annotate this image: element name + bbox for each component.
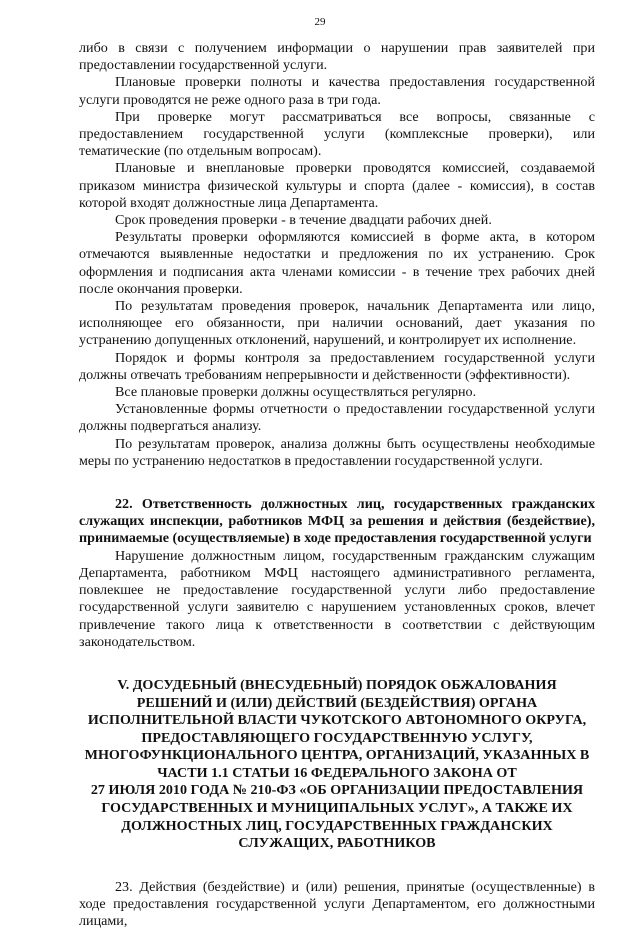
paragraph: либо в связи с получением информации о нарушении прав заявителей при предоставлении государственной услуги. <box>79 40 595 74</box>
paragraph: При проверке могут рассматриваться все вопросы, связанные с предоставлением государственной услуги (комплексные проверки), или тематические (по отдельным вопросам). <box>79 108 595 160</box>
chapter-title-line: ГОСУДАРСТВЕННЫХ И МУНИЦИПАЛЬНЫХ УСЛУГ», А ТАКЖЕ ИХ <box>101 800 573 817</box>
paragraph: По результатам проведения проверок, начальник Департамента или лицо, исполняющее его обязанности, при наличии оснований, дает указания по устранению допущенных отклонений, нарушений, и контролирует их исполнение. <box>79 298 595 349</box>
paragraph: Плановые проверки полноты и качества предоставления государственной услуги проводятся не реже одного раза в три года. <box>79 74 595 108</box>
paragraph: Установленные формы отчетности о предоставлении государственной услуги должны подвергаться анализу. <box>79 401 595 435</box>
chapter-title-line: ИСПОЛНИТЕЛЬНОЙ ВЛАСТИ ЧУКОТСКОГО АВТОНОМНОГО ОКРУГА, <box>87 712 587 729</box>
paragraph: По результатам проверок, анализа должны быть осуществлены необходимые меры по устранению недостатков в предоставлении государственной услуги. <box>79 435 595 469</box>
paragraph: Все плановые проверки должны осуществляться регулярно. <box>115 384 477 401</box>
page-content <box>79 40 595 930</box>
page-number: 29 <box>314 16 326 28</box>
chapter-title-line: V. ДОСУДЕБНЫЙ (ВНЕСУДЕБНЫЙ) ПОРЯДОК ОБЖАЛОВАНИЯ <box>117 676 557 693</box>
chapter-5-title <box>79 677 595 853</box>
section-22-title: 22. Ответственность должностных лиц, государственных гражданских служащих инспекции, работников МФЦ за решения и действия (бездействие), принимаемые (осуществляемые) в ходе предоставления государственной услуги <box>79 496 595 547</box>
chapter-title-line: МНОГОФУНКЦИОНАЛЬНОГО ЦЕНТРА, ОРГАНИЗАЦИЙ, УКАЗАННЫХ В <box>84 747 590 764</box>
paragraph: Порядок и формы контроля за предоставлением государственной услуги должны отвечать требованиям непрерывности и действенности (эффективности). <box>79 349 595 383</box>
chapter-title-line: 27 ИЮЛЯ 2010 ГОДА № 210-ФЗ «ОБ ОРГАНИЗАЦИИ ПРЕДОСТАВЛЕНИЯ <box>90 782 584 799</box>
paragraph: Результаты проверки оформляются комиссией в форме акта, в котором отмечаются выявленные недостатки и предложения по их устранению. Срок оформления и подписания акта членами комиссии - в течение трех рабочих дней после окончания проверки. <box>79 229 595 297</box>
chapter-title-line: ДОЛЖНОСТНЫХ ЛИЦ, ГОСУДАРСТВЕННЫХ ГРАЖДАНСКИХ <box>121 817 553 834</box>
chapter-title-line: СЛУЖАЩИХ, РАБОТНИКОВ <box>238 835 436 852</box>
control-section-text <box>79 40 595 470</box>
chapter-title-line: РЕШЕНИЙ И (ИЛИ) ДЕЙСТВИЙ (БЕЗДЕЙСТВИЯ) ОРГАНА <box>136 694 538 711</box>
paragraph: Срок проведения проверки - в течение двадцати рабочих дней. <box>115 212 492 229</box>
chapter-title-line: ПРЕДОСТАВЛЯЮЩЕГО ГОСУДАРСТВЕННУЮ УСЛУГУ, <box>141 729 533 746</box>
paragraph-23: 23. Действия (бездействие) и (или) решения, принятые (осуществленные) в ходе предоставления государственной услуги Департаментом, его должностными лицами, <box>79 878 595 930</box>
paragraph: Плановые и внеплановые проверки проводятся комиссией, создаваемой приказом министра физической культуры и спорта (далее - комиссия), в состав которой входят должностные лица Департамента. <box>79 160 595 211</box>
chapter-title-line: ЧАСТИ 1.1 СТАТЬИ 16 ФЕДЕРАЛЬНОГО ЗАКОНА ОТ <box>157 764 517 781</box>
section-22-body: Нарушение должностным лицом, государственным гражданским служащим Департамента, работником МФЦ настоящего административного регламента, повлекшее не предоставление государственной услуги либо предоставление государственной услуги заявителю с нарушением установленных сроков, влечет привлечение такого лица к ответственности в соответствии с действующим законодательством. <box>79 547 595 650</box>
